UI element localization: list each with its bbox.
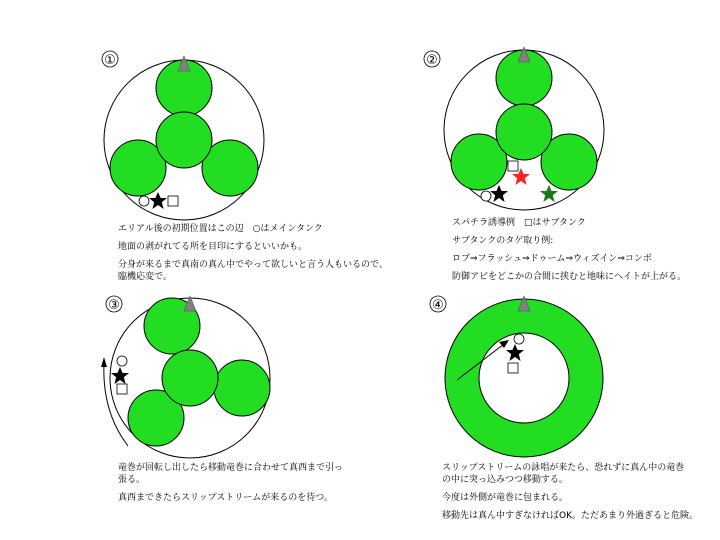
note-line: 竜巻が回転し出したら移動竜巻に合わせて真西まで引っ 張る。	[118, 463, 344, 485]
tornado-zone	[156, 112, 212, 168]
note-line: ロブ⇒フラッシュ⇒ドゥーム⇒ウィズイン⇒コンボ	[452, 254, 652, 264]
note-line: スパチラ誘導例 □はサブタンク	[452, 218, 586, 228]
tornado-zone	[162, 350, 218, 406]
panel-1-number: ①	[104, 53, 116, 68]
main-tank-marker	[117, 356, 127, 366]
note-line: 移動先は真ん中すぎなければOK。ただあまり外過ぎると危険。	[442, 511, 698, 521]
panel-2-diagram	[424, 47, 604, 210]
main-tank-marker	[139, 196, 149, 206]
note-line: サブタンクのタゲ取り例:	[452, 236, 554, 246]
sub-tank-marker	[168, 196, 178, 206]
tornado-zone	[214, 360, 270, 416]
panel-3-notes	[118, 462, 343, 510]
panel-3-diagram	[101, 296, 270, 458]
panel-4-diagram	[430, 296, 603, 457]
main-tank-marker	[481, 191, 491, 201]
note-line: 地面の剥がれてる所を目印にするといいかも。	[118, 242, 308, 252]
arrowhead-icon	[101, 357, 107, 367]
sub-tank-marker	[508, 161, 518, 171]
panel-1-notes	[118, 223, 388, 289]
note-line: 防御アビをどこかの合間に挟むと地味にヘイトが上がる。	[452, 272, 687, 282]
panel-4-notes	[442, 462, 698, 528]
safe-center	[479, 333, 569, 423]
panel-2-notes	[452, 217, 686, 289]
panel-4-number: ④	[432, 298, 444, 313]
panel-1-diagram	[102, 51, 264, 220]
panel-2-number: ②	[426, 53, 438, 68]
panel-3-number: ③	[108, 298, 120, 313]
tornado-zone	[496, 104, 552, 160]
sub-tank-marker	[117, 384, 127, 394]
note-line: 真西まできたらスリップストリームが来るのを待つ。	[118, 493, 333, 503]
note-line: 分身が来るまで真南の真ん中でやって欲しいと言う人もいるので、 臨機応変で。	[118, 260, 388, 282]
main-tank-marker	[514, 334, 524, 344]
note-line: エリアル後の初期位置はこの辺 ○はメインタンク	[118, 224, 323, 234]
sub-tank-marker	[508, 363, 518, 373]
note-line: 今度は外側が竜巻に包まれる。	[442, 493, 569, 503]
note-line: スリップストリームの詠唱が来たら、恐れずに真ん中の竜巻 の中に突っ込みつつ移動する。	[442, 463, 685, 485]
